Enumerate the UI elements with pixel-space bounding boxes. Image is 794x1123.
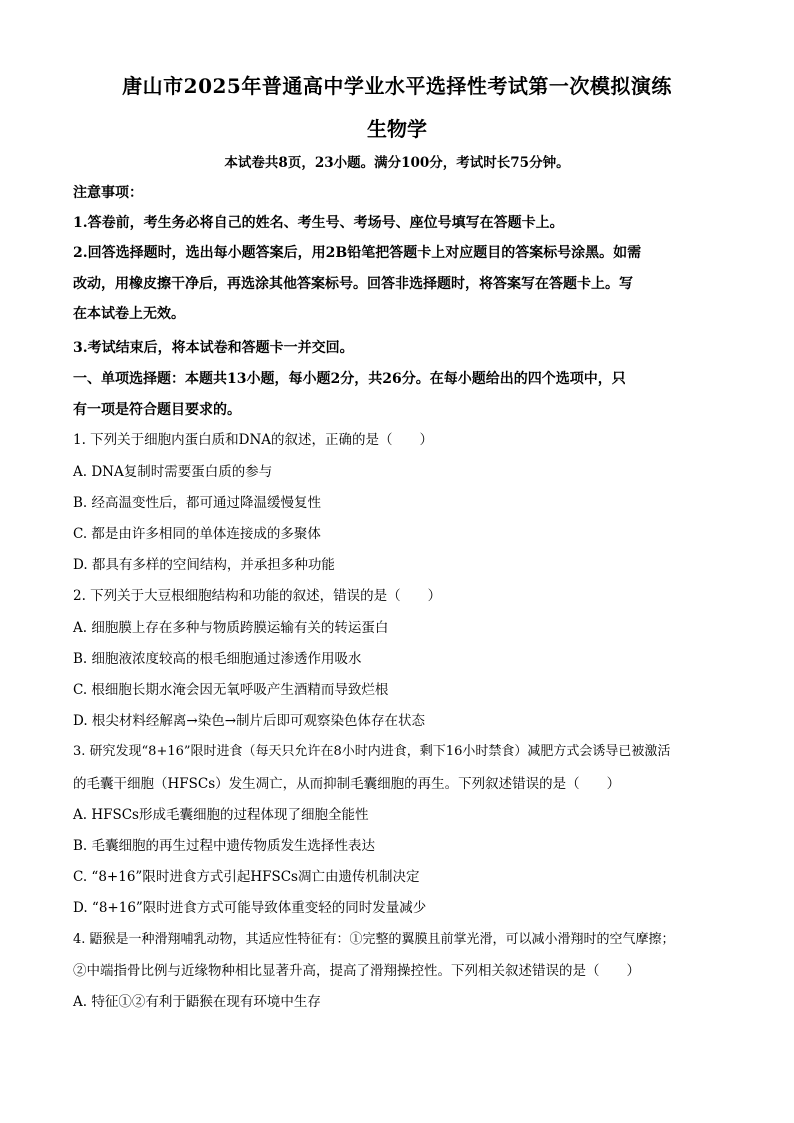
question-1-stem: 1. 下列关于细胞内蛋白质和DNA的叙述，正确的是（ ） [73,432,434,448]
question-2-stem: 2. 下列关于大豆根细胞结构和功能的叙述，错误的是（ ） [73,588,442,604]
notice-heading: 注意事项： [73,185,143,201]
question-2-option-c: C. 根细胞长期水淹会因无氧呼吸产生酒精而导致烂根 [73,682,389,698]
question-4-option-a: A. 特征①②有利于鼯猴在现有环境中生存 [73,994,321,1010]
page-title: 唐山市2025年普通高中学业水平选择性考试第一次模拟演练 [122,74,672,98]
notice-item-2-line-3: 在本试卷上无效。 [73,306,185,322]
exam-meta: 本试卷共8页，23小题。满分100分，考试时长75分钟。 [224,155,570,171]
question-2-option-a: A. 细胞膜上存在多种与物质跨膜运输有关的转运蛋白 [73,620,389,636]
question-3-option-d: D. “8+16”限时进食方式可能导致体重变轻的同时发量减少 [73,900,427,916]
section-heading-line-2: 有一项是符合题目要求的。 [73,402,241,418]
question-1-option-d: D. 都具有多样的空间结构，并承担多种功能 [73,557,335,573]
question-3-option-b: B. 毛囊细胞的再生过程中遗传物质发生选择性表达 [73,838,376,854]
section-heading-line-1: 一、单项选择题：本题共13小题，每小题2分，共26分。在每小题给出的四个选项中，只 [73,371,626,387]
question-3-option-c: C. “8+16”限时进食方式引起HFSCs凋亡由遗传机制决定 [73,869,420,885]
question-3-stem-line-2: 的毛囊干细胞（HFSCs）发生凋亡，从而抑制毛囊细胞的再生。下列叙述错误的是（ ） [73,776,621,792]
question-4-stem-line-1: 4. 鼯猴是一种滑翔哺乳动物，其适应性特征有：①完整的翼膜且前掌光滑，可以减小滑翔时的空气摩擦； [73,932,675,947]
question-4-stem-line-2: ②中端指骨比例与近缘物种相比显著升高，提高了滑翔操控性。下列相关叙述错误的是（ ） [73,963,640,979]
question-3-option-a: A. HFSCs形成毛囊细胞的过程体现了细胞全能性 [73,807,369,823]
subject-title: 生物学 [367,117,427,141]
question-2-option-d: D. 根尖材料经解离→染色→制片后即可观察染色体存在状态 [73,713,426,729]
notice-item-2-line-1: 2.回答选择题时，选出每小题答案后，用2B铅笔把答题卡上对应题目的答案标号涂黑。如需 [73,245,642,261]
notice-item-3: 3.考试结束后，将本试卷和答题卡一并交回。 [73,340,354,356]
notice-item-1: 1.答卷前，考生务必将自己的姓名、考生号、考场号、座位号填写在答题卡上。 [73,215,564,231]
question-3-stem-line-1: 3. 研究发现“8+16”限时进食（每天只允许在8小时内进食，剩下16小时禁食）减肥方式会诱导已被激活 [73,744,671,759]
question-1-option-c: C. 都是由许多相同的单体连接成的多聚体 [73,526,321,542]
notice-item-2-line-2: 改动，用橡皮擦干净后，再选涂其他答案标号。回答非选择题时，将答案写在答题卡上。写 [73,276,633,292]
question-1-option-a: A. DNA复制时需要蛋白质的参与 [73,464,273,480]
question-2-option-b: B. 细胞液浓度较高的根毛细胞通过渗透作用吸水 [73,651,362,667]
question-1-option-b: B. 经高温变性后，都可通过降温缓慢复性 [73,495,322,511]
